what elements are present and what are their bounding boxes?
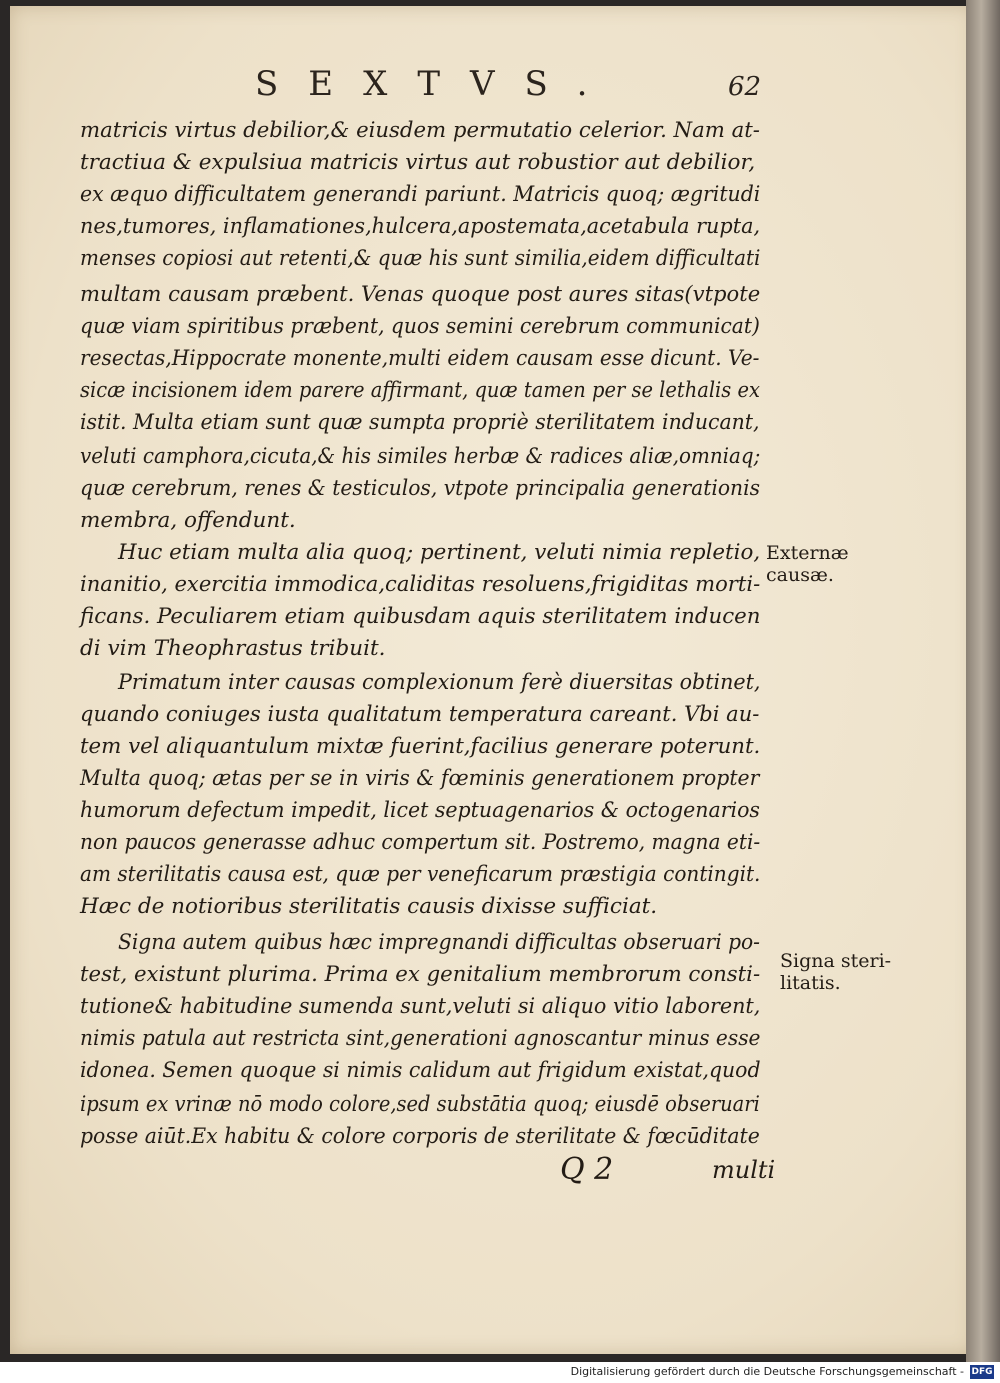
text-line: Signa autem quibus hæc impregnandi difficultas obseruari po- — [118, 930, 761, 955]
catchword: multi — [712, 1156, 776, 1184]
viewer-footer — [0, 1362, 1000, 1383]
text-line: tem vel aliquantulum mixtæ fuerint,facilius generare poterunt. — [80, 734, 761, 759]
margin-note-line: litatis. — [780, 972, 841, 994]
text-line: ficans. Peculiarem etiam quibusdam aquis sterilitatem inducen — [80, 604, 761, 629]
text-line: am sterilitatis causa est, quæ per veneficarum præstigia contingit. — [80, 862, 761, 887]
text-line: sicæ incisionem idem parere affirmant, quæ tamen per se lethalis ex — [80, 378, 760, 403]
page-edge — [966, 0, 1000, 1362]
digitization-credit: Digitalisierung gefördert durch die Deutsche Forschungsgemeinschaft - — [570, 1365, 964, 1378]
text-line: menses copiosi aut retenti,& quæ his sunt similia,eidem difficultati — [80, 246, 761, 271]
text-line: membra, offendunt. — [80, 508, 296, 533]
margin-note-line: causæ. — [766, 564, 834, 586]
text-line: Hæc de notioribus sterilitatis causis dixisse sufficiat. — [80, 894, 658, 919]
margin-note-signs-sterility — [780, 950, 891, 994]
dfg-logo: DFG — [971, 1367, 993, 1377]
text-line: humorum defectum impedit, licet septuagenarios & octogenarios — [80, 798, 760, 823]
text-line: posse aiūt.Ex habitu & colore corporis de sterilitate & fœcūditate — [80, 1124, 760, 1149]
text-line: resectas,Hippocrate monente,multi eidem causam esse dicunt. Ve- — [80, 346, 760, 371]
text-line: tutione& habitudine sumenda sunt,veluti si aliquo vitio laborent, — [80, 994, 761, 1019]
text-line: non paucos generasse adhuc compertum sit. Postremo, magna eti- — [80, 830, 761, 855]
margin-note-line: Signa steri- — [780, 950, 892, 972]
text-line: nes,tumores, inflamationes,hulcera,apostemata,acetabula rupta, — [80, 214, 761, 239]
text-line: istit. Multa etiam sunt quæ sumpta propriè sterilitatem inducant, — [80, 410, 760, 435]
text-line: ex æquo difficultatem generandi pariunt. Matricis quoq; ægritudi — [80, 182, 761, 207]
text-line: ipsum ex vrinæ nō modo colore,sed substātia quoq; eiusdē obseruari — [80, 1092, 760, 1117]
text-line: matricis virtus debilior,& eiusdem permutatio celerior. Nam at- — [80, 118, 760, 143]
margin-note-external-causes — [766, 542, 849, 586]
text-line: quæ viam spiritibus præbent, quos semini cerebrum communicat) — [80, 314, 760, 339]
page-number: 62 — [728, 72, 762, 102]
text-line: Huc etiam multa alia quoq; pertinent, veluti nimia repletio, — [118, 540, 761, 565]
text-line: nimis patula aut restricta sint,generationi agnoscantur minus esse — [80, 1026, 761, 1051]
text-line: test, existunt plurima. Prima ex genitalium membrorum consti- — [80, 962, 761, 987]
text-line: inanitio, exercitia immodica,caliditas resoluens,frigiditas morti- — [80, 572, 761, 597]
text-line: idonea. Semen quoque si nimis calidum aut frigidum existat,quod — [80, 1058, 761, 1083]
text-line: quando coniuges iusta qualitatum temperatura careant. Vbi au- — [80, 702, 760, 727]
running-title: SEXTVS. — [255, 64, 618, 104]
signature-mark: Q 2 — [560, 1152, 614, 1187]
text-line: multam causam præbent. Venas quoque post aures sitas(vtpote — [80, 282, 761, 307]
text-line: quæ cerebrum, renes & testiculos, vtpote principalia generationis — [80, 476, 760, 501]
text-line: Multa quoq; ætas per se in viris & fœminis generationem propter — [80, 766, 760, 791]
text-line: veluti camphora,cicuta,& his similes herbæ & radices aliæ,omniaq; — [80, 444, 761, 469]
text-line: di vim Theophrastus tribuit. — [80, 636, 386, 661]
text-line: tractiua & expulsiua matricis virtus aut robustior aut debilior, — [80, 150, 756, 175]
margin-note-line: Externæ — [766, 542, 849, 564]
text-line: Primatum inter causas complexionum ferè diuersitas obtinet, — [118, 670, 761, 695]
